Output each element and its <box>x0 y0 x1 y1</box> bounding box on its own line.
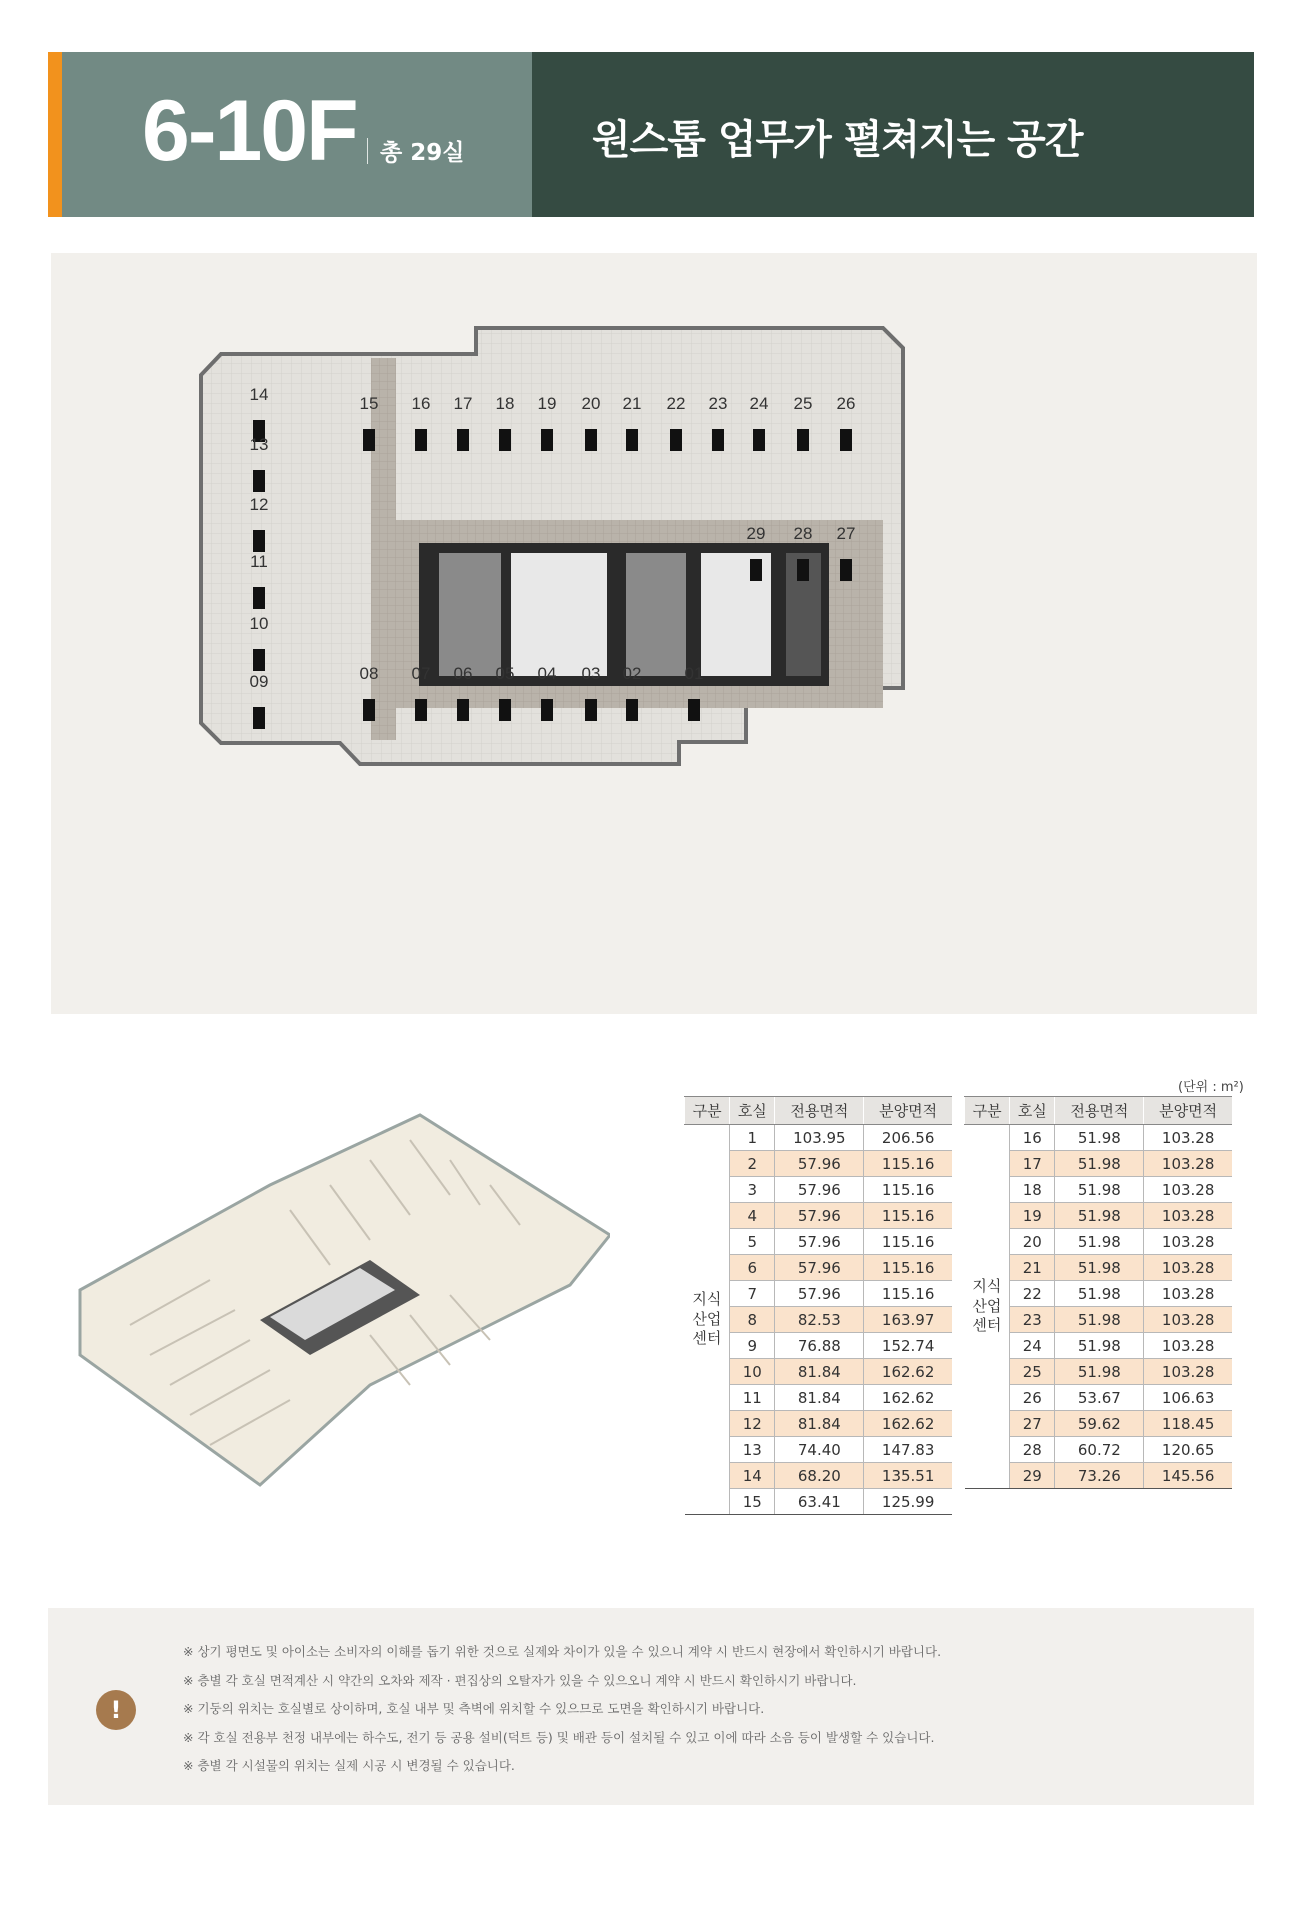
cell-exclusive: 51.98 <box>1055 1229 1144 1255</box>
notice-item: ※ 각 호실 전용부 천정 내부에는 하수도, 전기 등 공용 설비(덕트 등) 및 배관 등이 설치될 수 있고 이에 따라 소음 등이 발생할 수 있습니다. <box>183 1729 935 1745</box>
cell-sale: 115.16 <box>864 1281 952 1307</box>
cell-room: 4 <box>730 1203 775 1229</box>
column-marker-05 <box>499 699 511 721</box>
column-marker-11 <box>253 587 265 609</box>
cell-exclusive: 68.20 <box>775 1463 864 1489</box>
table-row <box>965 1125 1233 1151</box>
column-marker-25 <box>797 429 809 451</box>
cell-room: 3 <box>730 1177 775 1203</box>
cell-exclusive: 60.72 <box>1055 1437 1144 1463</box>
cell-exclusive: 51.98 <box>1055 1307 1144 1333</box>
cell-room: 14 <box>730 1463 775 1489</box>
column-marker-15 <box>363 429 375 451</box>
cell-exclusive: 51.98 <box>1055 1359 1144 1385</box>
column-marker-06 <box>457 699 469 721</box>
notice-list <box>183 1638 941 1781</box>
cell-room: 18 <box>1010 1177 1055 1203</box>
unit-label-12: 12 <box>249 495 269 514</box>
cell-sale: 103.28 <box>1144 1281 1232 1307</box>
cell-sale: 103.28 <box>1144 1255 1232 1281</box>
column-marker-28 <box>797 559 809 581</box>
floor-plan <box>51 253 1257 1014</box>
cell-sale: 103.28 <box>1144 1307 1232 1333</box>
cell-room: 27 <box>1010 1411 1055 1437</box>
cell-sale: 115.16 <box>864 1151 952 1177</box>
cell-exclusive: 57.96 <box>775 1281 864 1307</box>
cell-exclusive: 51.98 <box>1055 1125 1144 1151</box>
cell-exclusive: 81.84 <box>775 1411 864 1437</box>
cell-room: 10 <box>730 1359 775 1385</box>
cell-sale: 115.16 <box>864 1203 952 1229</box>
floor-title-block <box>62 52 532 217</box>
unit-label-27: 27 <box>836 524 856 543</box>
cell-sale: 135.51 <box>864 1463 952 1489</box>
table-header: 호실 <box>730 1097 775 1125</box>
column-marker-07 <box>415 699 427 721</box>
column-marker-08 <box>363 699 375 721</box>
cell-sale: 103.28 <box>1144 1125 1232 1151</box>
cell-sale: 162.62 <box>864 1385 952 1411</box>
cell-room: 19 <box>1010 1203 1055 1229</box>
cell-room: 6 <box>730 1255 775 1281</box>
cell-exclusive: 73.26 <box>1055 1463 1144 1489</box>
cell-exclusive: 82.53 <box>775 1307 864 1333</box>
cell-exclusive: 51.98 <box>1055 1333 1144 1359</box>
cell-exclusive: 57.96 <box>775 1151 864 1177</box>
area-table-left <box>684 1096 952 1515</box>
cell-room: 25 <box>1010 1359 1055 1385</box>
column-marker-26 <box>840 429 852 451</box>
floor-label: 6-10F <box>142 83 357 179</box>
unit-label-20: 20 <box>581 394 601 413</box>
unit-label-04: 04 <box>537 664 557 683</box>
cell-room: 9 <box>730 1333 775 1359</box>
column-marker-09 <box>253 707 265 729</box>
cell-exclusive: 51.98 <box>1055 1281 1144 1307</box>
column-marker-19 <box>541 429 553 451</box>
category-cell: 지식 산업 센터 <box>685 1125 730 1515</box>
tagline-block <box>532 52 1254 217</box>
cell-sale: 206.56 <box>864 1125 952 1151</box>
column-marker-20 <box>585 429 597 451</box>
cell-sale: 163.97 <box>864 1307 952 1333</box>
table-header: 전용면적 <box>1055 1097 1144 1125</box>
cell-room: 16 <box>1010 1125 1055 1151</box>
table-header: 분양면적 <box>864 1097 952 1125</box>
cell-sale: 145.56 <box>1144 1463 1232 1489</box>
cell-sale: 125.99 <box>864 1489 952 1515</box>
cell-room: 12 <box>730 1411 775 1437</box>
unit-label-09: 09 <box>249 672 269 691</box>
cell-room: 22 <box>1010 1281 1055 1307</box>
table-header: 구분 <box>685 1097 730 1125</box>
cell-exclusive: 81.84 <box>775 1385 864 1411</box>
cell-room: 24 <box>1010 1333 1055 1359</box>
column-marker-21 <box>626 429 638 451</box>
isometric-view <box>70 1085 610 1505</box>
unit-label-17: 17 <box>453 394 473 413</box>
cell-sale: 115.16 <box>864 1229 952 1255</box>
cell-exclusive: 81.84 <box>775 1359 864 1385</box>
cell-room: 13 <box>730 1437 775 1463</box>
cell-sale: 103.28 <box>1144 1333 1232 1359</box>
cell-exclusive: 57.96 <box>775 1177 864 1203</box>
cell-exclusive: 53.67 <box>1055 1385 1144 1411</box>
tagline: 원스톱 업무가 펼쳐지는 공간 <box>592 117 1083 163</box>
cell-exclusive: 57.96 <box>775 1229 864 1255</box>
title-divider <box>367 138 368 164</box>
notice-item: ※ 상기 평면도 및 아이소는 소비자의 이해를 돕기 위한 것으로 실제와 차이가 있을 수 있으니 계약 시 반드시 현장에서 확인하시기 바랍니다. <box>183 1644 942 1659</box>
cell-room: 8 <box>730 1307 775 1333</box>
column-marker-29 <box>750 559 762 581</box>
area-table-right <box>964 1096 1232 1489</box>
cell-room: 11 <box>730 1385 775 1411</box>
cell-exclusive: 51.98 <box>1055 1151 1144 1177</box>
column-marker-23 <box>712 429 724 451</box>
cell-room: 1 <box>730 1125 775 1151</box>
cell-room: 29 <box>1010 1463 1055 1489</box>
unit-label-21: 21 <box>622 394 642 413</box>
unit-label-19: 19 <box>537 394 557 413</box>
unit-label-25: 25 <box>793 394 813 413</box>
column-marker-27 <box>840 559 852 581</box>
unit-label-29: 29 <box>746 524 766 543</box>
unit-label-07: 07 <box>411 664 431 683</box>
cell-room: 20 <box>1010 1229 1055 1255</box>
unit-label-10: 10 <box>249 614 269 633</box>
column-marker-13 <box>253 470 265 492</box>
cell-room: 21 <box>1010 1255 1055 1281</box>
cell-sale: 115.16 <box>864 1177 952 1203</box>
cell-sale: 115.16 <box>864 1255 952 1281</box>
floor-header <box>48 52 1254 217</box>
unit-label-14: 14 <box>249 385 269 404</box>
cell-room: 2 <box>730 1151 775 1177</box>
cell-room: 15 <box>730 1489 775 1515</box>
cell-exclusive: 59.62 <box>1055 1411 1144 1437</box>
cell-exclusive: 57.96 <box>775 1255 864 1281</box>
cell-room: 7 <box>730 1281 775 1307</box>
unit-label-03: 03 <box>581 664 601 683</box>
unit-label-06: 06 <box>453 664 473 683</box>
unit-label-08: 08 <box>359 664 379 683</box>
column-marker-24 <box>753 429 765 451</box>
unit-label-23: 23 <box>708 394 728 413</box>
unit-label-28: 28 <box>793 524 813 543</box>
cell-exclusive: 51.98 <box>1055 1255 1144 1281</box>
cell-exclusive: 74.40 <box>775 1437 864 1463</box>
column-marker-12 <box>253 530 265 552</box>
notice-item: ※ 기둥의 위치는 호실별로 상이하며, 호실 내부 및 측벽에 위치할 수 있으므로 도면을 확인하시기 바랍니다. <box>183 1701 765 1716</box>
unit-label-15: 15 <box>359 394 379 413</box>
cell-exclusive: 51.98 <box>1055 1203 1144 1229</box>
cell-sale: 103.28 <box>1144 1229 1232 1255</box>
notice-item: ※ 층별 각 호실 면적계산 시 약간의 오차와 제작 · 편집상의 오탈자가 있을 수 있으오니 계약 시 반드시 확인하시기 바랍니다. <box>183 1672 857 1688</box>
cell-exclusive: 57.96 <box>775 1203 864 1229</box>
column-marker-04 <box>541 699 553 721</box>
cell-exclusive: 76.88 <box>775 1333 864 1359</box>
unit-label-18: 18 <box>495 394 515 413</box>
cell-sale: 162.62 <box>864 1411 952 1437</box>
cell-room: 17 <box>1010 1151 1055 1177</box>
unit-label-16: 16 <box>411 394 431 413</box>
cell-exclusive: 103.95 <box>775 1125 864 1151</box>
unit-label-01: 01 <box>684 664 704 683</box>
unit-label: (단위 : m²) <box>1178 1080 1244 1095</box>
cell-room: 23 <box>1010 1307 1055 1333</box>
column-marker-02 <box>626 699 638 721</box>
table-header: 호실 <box>1010 1097 1055 1125</box>
cell-sale: 120.65 <box>1144 1437 1232 1463</box>
column-marker-10 <box>253 649 265 671</box>
accent-bar <box>48 52 62 217</box>
column-marker-01 <box>688 699 700 721</box>
cell-sale: 162.62 <box>864 1359 952 1385</box>
column-marker-17 <box>457 429 469 451</box>
unit-label-11: 11 <box>250 552 268 571</box>
cell-exclusive: 51.98 <box>1055 1177 1144 1203</box>
cell-sale: 152.74 <box>864 1333 952 1359</box>
cell-sale: 118.45 <box>1144 1411 1232 1437</box>
unit-label-26: 26 <box>836 394 856 413</box>
unit-label-13: 13 <box>249 435 269 454</box>
cell-sale: 106.63 <box>1144 1385 1232 1411</box>
alert-icon: ! <box>96 1690 136 1730</box>
table-header: 구분 <box>965 1097 1010 1125</box>
notice-box <box>48 1608 1254 1805</box>
column-marker-22 <box>670 429 682 451</box>
floor-plan-panel <box>51 253 1257 1014</box>
category-cell: 지식 산업 센터 <box>965 1125 1010 1489</box>
table-row <box>685 1125 953 1151</box>
cell-room: 26 <box>1010 1385 1055 1411</box>
unit-label-05: 05 <box>495 664 515 683</box>
table-header: 전용면적 <box>775 1097 864 1125</box>
cell-sale: 103.28 <box>1144 1203 1232 1229</box>
column-marker-18 <box>499 429 511 451</box>
notice-item: ※ 층별 각 시설물의 위치는 실제 시공 시 변경될 수 있습니다. <box>183 1758 515 1773</box>
cell-room: 28 <box>1010 1437 1055 1463</box>
cell-sale: 103.28 <box>1144 1359 1232 1385</box>
cell-sale: 147.83 <box>864 1437 952 1463</box>
room-total: 총 29실 <box>380 140 465 166</box>
cell-sale: 103.28 <box>1144 1151 1232 1177</box>
cell-sale: 103.28 <box>1144 1177 1232 1203</box>
unit-label-22: 22 <box>666 394 686 413</box>
table-header: 분양면적 <box>1144 1097 1232 1125</box>
column-marker-03 <box>585 699 597 721</box>
unit-label-02: 02 <box>622 664 642 683</box>
cell-exclusive: 63.41 <box>775 1489 864 1515</box>
cell-room: 5 <box>730 1229 775 1255</box>
column-marker-16 <box>415 429 427 451</box>
unit-label-24: 24 <box>749 394 769 413</box>
